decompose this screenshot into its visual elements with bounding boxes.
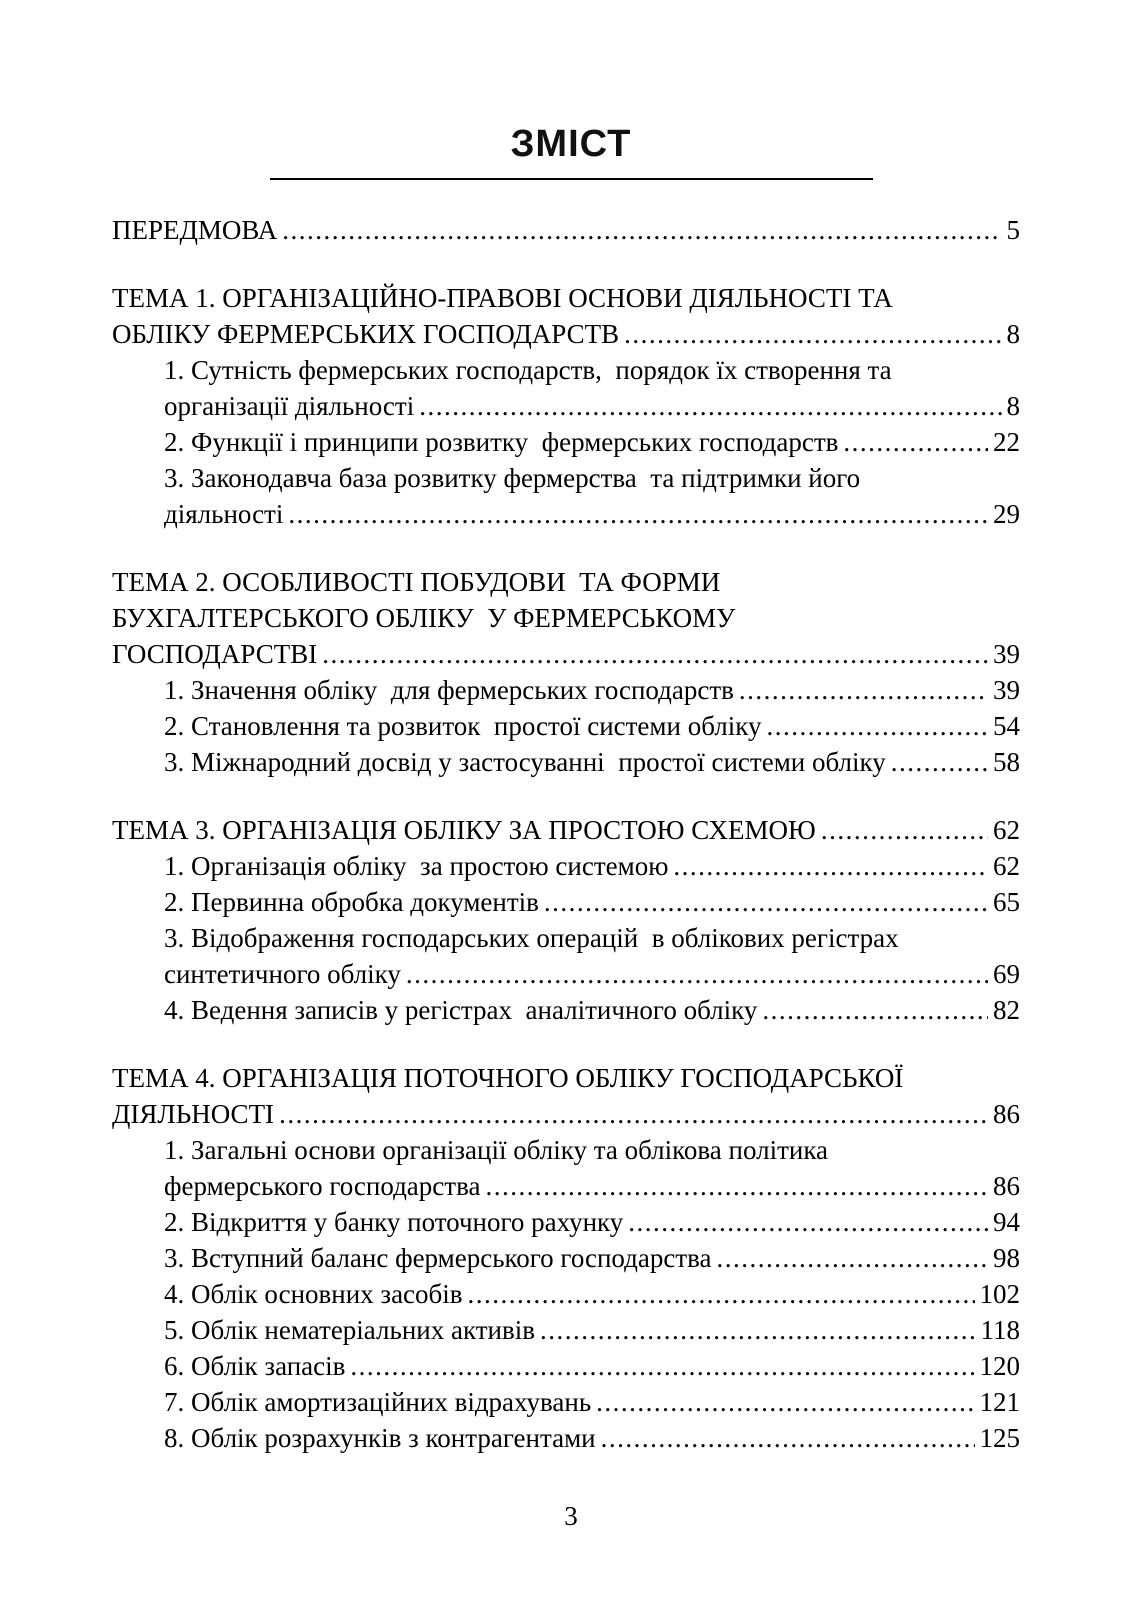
dot-leader bbox=[717, 1240, 988, 1276]
toc-page-number: 29 bbox=[993, 499, 1020, 529]
toc-page-number: 98 bbox=[993, 1243, 1020, 1273]
toc-entry bbox=[112, 744, 1020, 780]
toc-entry-text: 8. Облік розрахунків з контрагентами bbox=[164, 1423, 596, 1453]
toc-line bbox=[112, 564, 1020, 600]
dot-leader bbox=[843, 424, 988, 460]
toc-line bbox=[112, 848, 1020, 884]
toc-entry-text: синтетичного обліку bbox=[164, 959, 401, 989]
toc-entry-text: 3. Відображення господарських операцій в облікових регістрах bbox=[164, 923, 899, 953]
toc-entry bbox=[112, 1240, 1020, 1276]
dot-leader bbox=[628, 1204, 988, 1240]
toc-entry-text: БУХГАЛТЕРСЬКОГО ОБЛІКУ У ФЕРМЕРСЬКОМУ bbox=[112, 603, 736, 633]
toc-entry bbox=[112, 884, 1020, 920]
dot-leader bbox=[288, 496, 988, 532]
toc-entry-text: 4. Облік основних засобів bbox=[164, 1279, 463, 1309]
dot-leader bbox=[322, 636, 988, 672]
toc-line bbox=[112, 600, 1020, 636]
table-of-contents bbox=[112, 212, 1020, 1456]
dot-leader bbox=[282, 212, 1001, 248]
toc-entry bbox=[112, 460, 1020, 532]
toc-page-number: 8 bbox=[1006, 391, 1020, 421]
toc-line bbox=[112, 496, 1020, 532]
toc-page-number: 125 bbox=[979, 1423, 1020, 1453]
toc-entry bbox=[112, 1060, 1020, 1132]
title-underline bbox=[270, 178, 873, 180]
toc-page-number: 5 bbox=[1006, 215, 1020, 245]
toc-entry bbox=[112, 1348, 1020, 1384]
toc-entry bbox=[112, 1312, 1020, 1348]
toc-line bbox=[112, 1384, 1020, 1420]
toc-line bbox=[112, 280, 1020, 316]
dot-leader bbox=[821, 812, 988, 848]
toc-page-number: 118 bbox=[980, 1315, 1020, 1345]
toc-entry bbox=[112, 708, 1020, 744]
toc-entry bbox=[112, 1276, 1020, 1312]
toc-line bbox=[112, 212, 1020, 248]
toc-entry-text: 3. Міжнародний досвід у застосуванні простої системи обліку bbox=[164, 747, 886, 777]
footer-page-number: 3 bbox=[564, 1501, 578, 1531]
dot-leader bbox=[596, 1384, 974, 1420]
toc-page-number: 65 bbox=[993, 887, 1020, 917]
toc-entry-text: 1. Загальні основи організації обліку та облікова політика bbox=[164, 1135, 829, 1165]
toc-entry bbox=[112, 280, 1020, 352]
dot-leader bbox=[762, 992, 988, 1028]
toc-entry-text: 2. Первинна обробка документів bbox=[164, 887, 539, 917]
toc-page-number: 39 bbox=[993, 675, 1020, 705]
dot-leader bbox=[766, 708, 988, 744]
toc-entry-text: 2. Становлення та розвиток простої системи обліку bbox=[164, 711, 762, 741]
toc-entry-text: ТЕМА 2. ОСОБЛИВОСТІ ПОБУДОВИ ТА ФОРМИ bbox=[112, 567, 721, 597]
toc-entry bbox=[112, 672, 1020, 708]
toc-line bbox=[112, 744, 1020, 780]
toc-line bbox=[112, 1276, 1020, 1312]
toc-line bbox=[112, 1348, 1020, 1384]
toc-entry-text: організації діяльності bbox=[164, 391, 415, 421]
toc-entry-text: 2. Відкриття у банку поточного рахунку bbox=[164, 1207, 624, 1237]
toc-line bbox=[112, 460, 1020, 496]
toc-entry-text: ПЕРЕДМОВА bbox=[112, 215, 278, 245]
dot-leader bbox=[406, 956, 988, 992]
toc-line bbox=[112, 956, 1020, 992]
toc-line bbox=[112, 352, 1020, 388]
toc-page-number: 121 bbox=[979, 1387, 1020, 1417]
toc-line bbox=[112, 1204, 1020, 1240]
toc-page-number: 82 bbox=[993, 995, 1020, 1025]
toc-entry-text: ТЕМА 3. ОРГАНІЗАЦІЯ ОБЛІКУ ЗА ПРОСТОЮ СХЕМОЮ bbox=[112, 815, 816, 845]
dot-leader bbox=[350, 1348, 974, 1384]
toc-page-number: 54 bbox=[993, 711, 1020, 741]
toc-entry-text: ТЕМА 4. ОРГАНІЗАЦІЯ ПОТОЧНОГО ОБЛІКУ ГОСПОДАРСЬКОЇ bbox=[112, 1063, 904, 1093]
toc-line bbox=[112, 1168, 1020, 1204]
toc-page-number: 62 bbox=[993, 851, 1020, 881]
toc-page-number: 86 bbox=[993, 1171, 1020, 1201]
toc-line bbox=[112, 1060, 1020, 1096]
dot-leader bbox=[624, 316, 1001, 352]
toc-line bbox=[112, 884, 1020, 920]
toc-line bbox=[112, 636, 1020, 672]
toc-line bbox=[112, 316, 1020, 352]
toc-entry bbox=[112, 1204, 1020, 1240]
toc-line bbox=[112, 388, 1020, 424]
toc-page-number: 62 bbox=[993, 815, 1020, 845]
toc-entry-text: ДІЯЛЬНОСТІ bbox=[112, 1099, 275, 1129]
toc-entry-text: 1. Значення обліку для фермерських господарств bbox=[164, 675, 734, 705]
toc-entry-text: ГОСПОДАРСТВІ bbox=[112, 639, 318, 669]
toc-entry bbox=[112, 1420, 1020, 1456]
toc-entry-text: 2. Функції і принципи розвитку фермерських господарств bbox=[164, 427, 839, 457]
toc-page-number: 8 bbox=[1006, 319, 1020, 349]
toc-page-number: 120 bbox=[979, 1351, 1020, 1381]
toc-entry-text: діяльності bbox=[164, 499, 284, 529]
toc-page-number: 58 bbox=[993, 747, 1020, 777]
toc-entry bbox=[112, 848, 1020, 884]
toc-line bbox=[112, 1420, 1020, 1456]
dot-leader bbox=[673, 848, 988, 884]
toc-entry-text: 6. Облік запасів bbox=[164, 1351, 346, 1381]
toc-line bbox=[112, 920, 1020, 956]
toc-page-number: 102 bbox=[979, 1279, 1020, 1309]
dot-leader bbox=[540, 1312, 976, 1348]
dot-leader bbox=[279, 1096, 988, 1132]
dot-leader bbox=[485, 1168, 988, 1204]
toc-entry-text: 1. Сутність фермерських господарств, порядок їх створення та bbox=[164, 355, 892, 385]
toc-entry bbox=[112, 424, 1020, 460]
toc-line bbox=[112, 1240, 1020, 1276]
toc-entry-text: ТЕМА 1. ОРГАНІЗАЦІЙНО-ПРАВОВІ ОСНОВИ ДІЯЛЬНОСТІ ТА bbox=[112, 283, 893, 313]
dot-leader bbox=[891, 744, 988, 780]
toc-entry bbox=[112, 212, 1020, 248]
toc-entry-text: 7. Облік амортизаційних відрахувань bbox=[164, 1387, 592, 1417]
toc-entry bbox=[112, 992, 1020, 1028]
toc-page-number: 22 bbox=[993, 427, 1020, 457]
toc-page-number: 86 bbox=[993, 1099, 1020, 1129]
toc-entry bbox=[112, 812, 1020, 848]
toc-page-number: 69 bbox=[993, 959, 1020, 989]
toc-entry bbox=[112, 1132, 1020, 1204]
toc-entry-text: фермерського господарства bbox=[164, 1171, 481, 1201]
toc-page-number: 94 bbox=[993, 1207, 1020, 1237]
toc-line bbox=[112, 992, 1020, 1028]
toc-entry bbox=[112, 920, 1020, 992]
page-title: ЗМІСТ bbox=[510, 123, 632, 165]
dot-leader bbox=[544, 884, 988, 920]
toc-entry-text: 5. Облік нематеріальних активів bbox=[164, 1315, 535, 1345]
dot-leader bbox=[419, 388, 1001, 424]
dot-leader bbox=[601, 1420, 975, 1456]
toc-entry bbox=[112, 1384, 1020, 1420]
dot-leader bbox=[468, 1276, 975, 1312]
toc-entry bbox=[112, 564, 1020, 672]
dot-leader bbox=[739, 672, 988, 708]
toc-line bbox=[112, 1096, 1020, 1132]
toc-line bbox=[112, 424, 1020, 460]
toc-entry-text: 3. Вступний баланс фермерського господарства bbox=[164, 1243, 712, 1273]
toc-entry bbox=[112, 352, 1020, 424]
toc-line bbox=[112, 1132, 1020, 1168]
toc-line bbox=[112, 708, 1020, 744]
toc-page-number: 39 bbox=[993, 639, 1020, 669]
toc-entry-text: 4. Ведення записів у регістрах аналітичного обліку bbox=[164, 995, 758, 1025]
toc-line bbox=[112, 1312, 1020, 1348]
toc-line bbox=[112, 672, 1020, 708]
toc-entry-text: 1. Організація обліку за простою системою bbox=[164, 851, 669, 881]
toc-entry-text: ОБЛІКУ ФЕРМЕРСЬКИХ ГОСПОДАРСТВ bbox=[112, 319, 620, 349]
toc-line bbox=[112, 812, 1020, 848]
toc-entry-text: 3. Законодавча база розвитку фермерства та підтримки його bbox=[164, 463, 861, 493]
